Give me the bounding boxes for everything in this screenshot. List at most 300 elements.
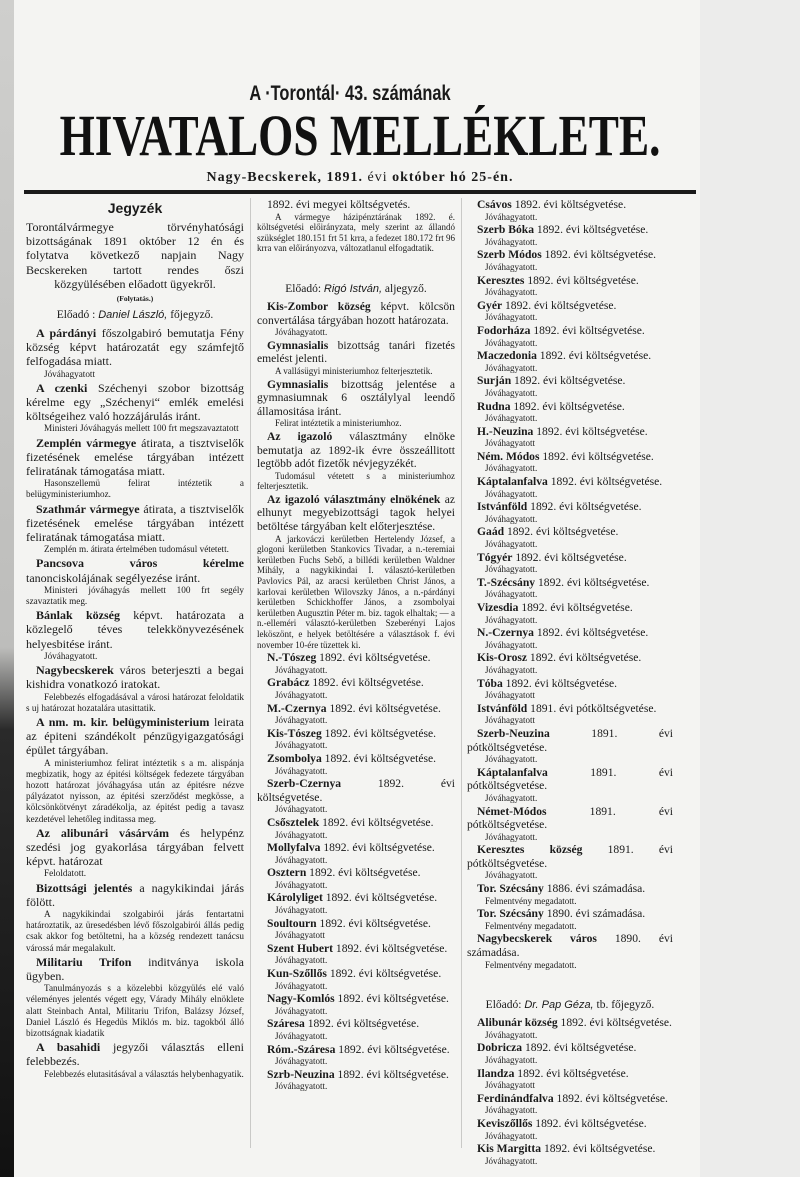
entry-lead: M.-Czernya [267, 701, 327, 715]
entry-subject [257, 727, 455, 741]
entry-resolution: Jóváhagyatott. [485, 831, 538, 842]
agenda-entry [467, 324, 673, 348]
entry-text: 1892. évi költségvetése. [535, 575, 650, 589]
entry-resolution: Jóváhagyatott. [485, 539, 538, 550]
entry-resolution: Tanulmányozás s a közelebbi közgyülés elé való véleményes jelentés végett egy, Várady Mihály elnöklete alatt Steinbach Antal, Militariu Trifon, Balázsy József, Daniel László és Hegedüs Miklós m. biz. tagokból álló bizottságnak kiadatik [26, 983, 244, 1038]
agenda-entry [467, 1067, 673, 1091]
entry-text: 1892. évi költségvetése. [511, 198, 627, 211]
entry-lead: Dobricza [477, 1041, 523, 1055]
entry-text: 1891. évi pótköltségvetése. [467, 804, 673, 832]
entry-lead: Militariu Trifon [36, 954, 132, 969]
entry-subject [467, 425, 673, 439]
entry-text: 1892. évi költségvetése. [511, 374, 626, 388]
section-intro: Torontálvármegye törvényhatósági bizottságának 1891 október 12 én és folytatva következő napjain Nagy Becskereken tartott rendes őszi közgyülésében előadott ügyekről. [26, 220, 244, 291]
agenda-entry [26, 1040, 244, 1080]
entry-resolution: Jóváhagyatott. [485, 564, 538, 575]
entry-lead: Bizottsági jelentés [36, 880, 133, 895]
entry-subject [467, 1016, 673, 1030]
agenda-entry [467, 400, 673, 424]
entry-text: bizottság jelentése a gymnasiumnak 6 osztálylyal leendő államositása iránt. [257, 377, 455, 418]
entry-lead: Gyér [477, 298, 503, 312]
entry-lead: Tóba [477, 676, 503, 690]
entry-lead: Kis-Tószeg [267, 726, 322, 740]
entry-lead: Károlyliget [267, 891, 323, 905]
entry-resolution: Jóváhagyatott. [275, 879, 328, 890]
entry-lead: A czenki [36, 380, 88, 395]
speaker-role: főjegyző. [167, 309, 214, 322]
entry-lead: Gymnasialis [267, 338, 329, 352]
entry-subject [467, 651, 673, 665]
entry-lead: Keresztes község [477, 843, 583, 857]
entry-lead: Szathmár vármegye [36, 501, 140, 516]
agenda-entry [467, 525, 673, 549]
entry-subject [257, 917, 455, 931]
entry-resolution: Jóváhagyatott. [485, 754, 538, 765]
entry-lead: Szent Hubert [267, 941, 334, 955]
entry-subject [467, 626, 673, 640]
entry-subject [257, 891, 455, 905]
entry-subject [467, 274, 673, 288]
agenda-entry [467, 1092, 673, 1116]
entry-resolution: Jóváhagyatott. [275, 689, 328, 700]
entry-text: tanonciskolájának segélyezése iránt. [26, 570, 201, 585]
entry-lead: Szrb-Neuzina [267, 1067, 335, 1081]
entry-text: az elhunyt megyebizottsági tagok helyei betöltése tárgyában kelt előterjesztése. [257, 492, 455, 534]
agenda-entry [26, 436, 244, 501]
entry-text: jegyzői választás elleni felebbezés. [26, 1040, 244, 1069]
entry-resolution: Jóváhagyatott [275, 930, 325, 941]
entry-subject [257, 339, 455, 366]
speaker-role: aljegyző. [382, 282, 427, 295]
entry-text: 1892. évi költségvetése. [518, 601, 633, 614]
entry-resolution: Jóváhagyatott. [485, 664, 538, 675]
entry-subject [467, 1142, 673, 1156]
entry-resolution: Jóváhagyatott. [485, 639, 538, 650]
entry-lead: A basahidi [36, 1040, 101, 1055]
entry-lead: Ném. Módos [477, 449, 540, 463]
entry-resolution: Jóváhagyatott [44, 368, 96, 379]
column-2 [257, 198, 455, 1177]
entry-text: 1892. évi költségvetése. [333, 941, 448, 955]
entry-resolution: Jóváhagyatott. [275, 1031, 328, 1041]
entry-subject [467, 601, 673, 615]
entry-resolution: Jóváhagyatott. [485, 362, 538, 373]
entry-subject [467, 450, 673, 464]
agenda-entry [257, 752, 455, 776]
entry-text: 1892. évi költségvetése. [257, 777, 455, 804]
speaker-role: tb. főjegyző. [593, 999, 655, 1012]
entry-text: 1892. évi költségvetése. [541, 1142, 656, 1156]
agenda-entry [467, 1016, 673, 1040]
column-rule [461, 198, 462, 1148]
entry-subject [26, 881, 244, 909]
entry-lead: Az igazoló [267, 429, 333, 443]
entry-lead: Német-Módos [477, 804, 547, 818]
entry-lead: Csősztelek [267, 815, 320, 829]
entry-text: 1892. évi költségvetése. [502, 298, 617, 312]
entry-lead: Kis-Orosz [477, 651, 528, 665]
entry-lead: Szerb Bóka [477, 223, 535, 237]
entry-lead: N.-Czernya [477, 626, 534, 640]
entry-text: 1892. évi költségvetése. [316, 651, 431, 665]
agenda-entry [26, 881, 244, 954]
entry-lead: Szerb Módos [477, 248, 542, 262]
continuation-label: (Folytatás.) [116, 294, 154, 304]
agenda-entry [257, 339, 455, 377]
entry-text: 1892. évi költségvetése. [539, 449, 654, 463]
agenda-entry [257, 891, 455, 915]
entry-resolution: Jóváhagyatott. [485, 792, 538, 803]
entry-subject [467, 324, 673, 338]
entry-resolution: Jóváhagyatott. [275, 1081, 328, 1092]
entry-subject [257, 378, 455, 419]
entry-subject [467, 843, 673, 870]
entry-lead: A nm. m. kir. belügyministerium [36, 714, 210, 729]
entry-lead: Zemplén vármegye [36, 435, 137, 450]
entry-subject [26, 556, 244, 584]
entry-text: 1886. évi számadása. [543, 882, 646, 896]
entry-resolution: Jóváhagyatott [485, 690, 535, 701]
entry-resolution: Jóváhagyatott. [485, 387, 538, 398]
entry-lead: Surján [477, 374, 512, 388]
spacer [257, 255, 455, 277]
agenda-entry [257, 378, 455, 429]
entry-text: 1892. évi költségvetése. [524, 273, 639, 287]
entry-text: 1892. évi költségvetése. [553, 1091, 668, 1105]
entry-subject [467, 766, 673, 793]
agenda-entry [257, 967, 455, 991]
entry-lead: Róm.-Száresa [267, 1042, 336, 1056]
entry-subject [467, 500, 673, 514]
entry-subject [257, 992, 455, 1006]
agenda-entry [467, 766, 673, 804]
entry-text: képvt. határozata a közlegelő téves telekkönyvezésének helyesbitése iránt. [26, 608, 245, 651]
entry-text: 1892. évi költségvetése. [502, 676, 618, 690]
entry-text: inditványa iskola ügyben. [26, 954, 244, 983]
entry-subject [257, 777, 455, 804]
entry-subject [257, 493, 455, 534]
entry-subject [26, 663, 244, 691]
dateline-evi: évi [362, 170, 393, 185]
entry-lead: Keviszőllős [477, 1116, 533, 1130]
entry-resolution: Jóváhagyatott. [485, 287, 538, 298]
entry-lead: Istvánföld [477, 701, 528, 715]
entry-text: 1892. évi költségvetése. [527, 651, 642, 665]
entry-text: 1892. évi költségvetése. [316, 916, 431, 930]
entry-lead: Istvánföld [477, 500, 528, 514]
agenda-entry [467, 551, 673, 575]
entry-subject [467, 576, 673, 590]
entry-text: 1892. évi költségvetése. [321, 726, 437, 740]
entry-text: és helypénz szedési jog gyakorlása tárgyában felvett képvt. határozat [26, 825, 244, 869]
entry-text: 1892. évi költségvetése. [326, 701, 441, 715]
agenda-entry [257, 1043, 455, 1067]
entry-text: 1892. évi költségvetése. [334, 992, 449, 1006]
entry-subject [467, 475, 673, 489]
agenda-entry [467, 702, 673, 726]
entry-resolution: Felebbezés elutasitásával a választás helybenhagyatik. [44, 1068, 244, 1079]
entry-subject [467, 805, 673, 832]
entry-resolution: A jarkováczi kerületben Hertelendy József, a glogoni kerületben Stankovics Tivadar, a n.-teremiai kerületben Fuchs Sebő, a billédi kerületben Waldner Mihály, a nagykikindai I. választó-kerületben Pavlovics Pál, az aracsi kerületben Christ János, a karlovai kerületben Wilovszky János, a n.-párdányi kerületben Schickhoffer János, a zsombolyai kerületben Augusztin Péter m. biz. tagok elhaltak; — a n.-elleméri választó-kerületben Szeberényi Lajos leköszönt, e helyek betöltésére a választások f. évi november 10-ére tüzettek ki. [257, 533, 455, 650]
entry-text: 1892. évi költségvetése. [533, 424, 648, 438]
agenda-entry [257, 992, 455, 1016]
speaker-label: Előadó : [56, 309, 99, 322]
speaker-name: Rigó István, [323, 282, 383, 295]
entry-text: 1892. évi költségvetése. [309, 676, 424, 690]
column-1 [26, 198, 244, 1177]
entry-text: 1891. évi pótköltségvetése. [467, 726, 673, 754]
agenda-entry [26, 955, 244, 1039]
entry-subject [257, 816, 455, 830]
entry-lead: H.-Neuzina [477, 424, 534, 438]
entry-text: 1892. évi költségvetése. [522, 1041, 637, 1055]
masthead-title: HIVATALOS MELLÉKLETE. [59, 103, 661, 168]
entry-resolution: Jóváhagyatott. [485, 870, 538, 881]
entry-resolution: Feloldatott. [44, 868, 87, 879]
entry-subject [467, 1041, 673, 1055]
entry-resolution: Felirat intéztetik a ministeriumhoz. [275, 418, 402, 429]
entry-lead: Rudna [477, 399, 511, 413]
dateline [0, 169, 720, 187]
entry-subject [257, 1017, 455, 1031]
entry-resolution: Ministeri jóváhagyás mellett 100 frt segély szavaztatik meg. [26, 584, 244, 607]
entry-resolution: Jóváhagyatott. [485, 1055, 538, 1065]
entry-lead: Káptalanfalva [477, 765, 548, 779]
entry-resolution: A vármegye házipénztárának 1892. é. költségvetési előirányzata, mely szerint az állandó szükséglet 180.151 frt 51 krra, a fedezet 180.172 frt 96 krra van előirányozva, változatlanul elfogadtatik. [257, 211, 455, 254]
entry-text: 1892. évi költségvetése. [530, 323, 645, 337]
agenda-entry [257, 651, 455, 675]
agenda-entry [467, 626, 673, 650]
dateline-place: Nagy-Becskerek, 1891. [206, 170, 363, 185]
entry-lead: Kis-Zombor község [267, 299, 371, 313]
entry-lead: Szerb-Neuzina [477, 726, 550, 740]
entry-lead: Grabácz [267, 676, 310, 690]
agenda-entry [26, 715, 244, 825]
entry-lead: Mollyfalva [267, 841, 321, 855]
column-rule [250, 198, 251, 1148]
entry-text: átirata, a tisztviselők fizetésének emelése tárgyában intézett feliratának támogatása miatt. [26, 501, 245, 545]
agenda-entry [467, 651, 673, 675]
entry-resolution: Jóváhagyatott. [485, 1029, 538, 1040]
entry-resolution: Jóváhagyatott. [485, 261, 538, 272]
entry-resolution: Jóváhagyatott. [275, 740, 328, 751]
entry-subject [257, 841, 455, 855]
entry-resolution: Jóváhagyatott. [275, 664, 328, 675]
entry-lead: Csávos [477, 198, 512, 211]
entry-subject [26, 826, 244, 869]
entry-resolution: Jóváhagyatott. [275, 765, 328, 776]
entry-text: 1892. évi költségvetése. [536, 349, 652, 363]
entry-text: átirata, a tisztviselők fizetésének emelése tárgyában intézett feliratának támogatása miatt. [26, 435, 245, 479]
entry-lead: Osztern [267, 866, 307, 880]
entry-text: bizottság tanári fizetés emelést jelenti. [257, 338, 455, 366]
section-title: Jegyzék [107, 200, 163, 216]
entry-lead: Ferdinándfalva [477, 1091, 554, 1105]
agenda-entry [26, 381, 244, 435]
entry-subject [467, 525, 673, 539]
entry-subject [467, 1117, 673, 1131]
entry-resolution: Jóváhagyatott. [275, 1005, 328, 1016]
entry-resolution: Felmentvény megadatott. [485, 895, 577, 906]
entry-text: 1892. évi költségvetése. [534, 223, 649, 237]
entry-subject [26, 436, 244, 479]
entry-resolution: Jóváhagyatott. [275, 715, 328, 726]
entry-text: 1892. évi költségvetése. [306, 866, 421, 880]
entry-lead: Szerb-Czernya [267, 777, 342, 791]
entry-subject [467, 702, 673, 716]
entry-lead: Fodorháza [477, 323, 531, 337]
agenda-entry [467, 475, 673, 499]
entry-resolution: Jóváhagyatott. [275, 804, 328, 815]
agenda-entry [467, 450, 673, 474]
entry-resolution: Hasonszellemü felirat intéztetik a belügyministeriumhoz. [26, 478, 244, 500]
entry-resolution: Jóváhagyatott. [485, 1105, 538, 1116]
entry-subject [26, 326, 244, 369]
agenda-entry [26, 826, 244, 880]
entry-text: 1892. évi költségvetése. [533, 626, 649, 640]
entry-subject [467, 1067, 673, 1081]
entry-lead: Nagybecskerek város [477, 932, 597, 946]
entry-lead: Pancsova város kérelme [36, 556, 244, 571]
entry-subject [467, 907, 673, 921]
supertitle: A ·Torontál· 43. számának [249, 82, 451, 105]
entry-subject [467, 1092, 673, 1106]
entry-resolution: Zemplén m. átirata értelmében tudomásul vétetett. [44, 544, 229, 555]
agenda-entry [467, 374, 673, 398]
agenda-entry [467, 907, 673, 931]
entry-text: 1892. évi költségvetése. [321, 751, 437, 765]
entry-lead: Az alibunári vásárvám [36, 825, 170, 840]
entry-resolution: Jóváhagyatott. [485, 236, 538, 247]
entry-resolution: Jóváhagyatott. [44, 650, 98, 661]
entry-text: Széchenyi szobor bizottság kérelme egy „Széchenyi“ emlék emelési költségeihez való hozzájárulás iránt. [26, 380, 244, 424]
entry-resolution: Felmentvény megadatott. [485, 920, 577, 931]
column-3 [467, 198, 673, 1177]
speaker-label: Előadó: [485, 999, 525, 1012]
entry-text: főszolgabiró bemutatja Fény község képvt határozatát egy számfejtő felfogadása miatt. [26, 326, 245, 369]
speaker-line [257, 283, 455, 295]
agenda-entry [257, 300, 455, 338]
entry-text: 1892. évi költségvetése. [527, 500, 642, 514]
entry-lead: Tor. Szécsány [477, 907, 544, 921]
entry-resolution: Felebbezés elfogadásával a városi határozat feloldatik s uj határozat hozatalára utasittatik. [26, 691, 244, 713]
entry-resolution: Jóváhagyatott. [485, 413, 538, 424]
entry-resolution: Jóváhagyatott. [275, 980, 328, 991]
entry-lead: Tógyér [477, 550, 513, 564]
entry-resolution: Jóváhagyatott. [275, 854, 328, 865]
entry-text: 1890. évi számadása. [467, 932, 673, 960]
entry-text: leirata az épiteni szándékolt pénzügyigazgatósági épület tárgyában. [26, 714, 244, 758]
agenda-entry [257, 676, 455, 700]
agenda-entry [467, 882, 673, 906]
entry-subject [467, 727, 673, 754]
entry-text: 1892. évi költségvetése. [532, 1116, 647, 1130]
entry-resolution: Jóváhagyatott. [275, 955, 328, 966]
entry-lead: Száresa [267, 1017, 305, 1031]
entry-text: 1892. évi költségvetése. [304, 1017, 420, 1031]
entry-subject [257, 198, 455, 212]
agenda-entry [257, 702, 455, 726]
entry-resolution: Jóváhagyatott. [275, 829, 328, 840]
entry-lead: Vizesdia [477, 601, 519, 614]
speaker-line [467, 999, 673, 1011]
entry-lead: Kis Margitta [477, 1142, 542, 1156]
entry-text: 1892. évi költségvetése. [514, 1066, 629, 1080]
entry-subject [257, 651, 455, 665]
entry-subject [26, 715, 244, 758]
entry-subject [257, 967, 455, 981]
entry-text: 1892. évi költségvetése. [319, 815, 434, 829]
entry-text: 1891. évi pótköltségvetése. [527, 701, 657, 715]
agenda-entry [257, 1068, 455, 1092]
entry-lead: Nagy-Komlós [267, 992, 335, 1006]
entry-subject [467, 374, 673, 388]
entry-text: 1892. évi megyei költségvetés. [267, 198, 411, 211]
entry-text: 1892. évi költségvetése. [547, 475, 663, 489]
speaker-name: Dr. Pap Géza, [524, 999, 594, 1012]
entry-resolution: Jóváhagyatott. [485, 614, 538, 625]
agenda-entry [467, 500, 673, 524]
entry-resolution: Jóváhagyatott. [275, 905, 328, 916]
entry-subject [257, 1043, 455, 1057]
entry-resolution: Jóváhagyatott. [485, 1155, 538, 1166]
entry-text: 1891. évi pótköltségvetése. [467, 765, 673, 793]
speaker-name: Daniel László, [98, 309, 168, 322]
entry-resolution: Jóváhagyatott. [485, 589, 538, 600]
agenda-entry [467, 1041, 673, 1065]
entry-subject [467, 551, 673, 565]
entry-resolution: Felmentvény megadatott. [485, 959, 577, 970]
agenda-entry [257, 493, 455, 650]
entry-subject [467, 677, 673, 691]
entry-resolution: A ministeriumhoz felirat intéztetik s a m. alispánja megbizatik, hogy az épitési költségek fedezete tárgyában hozott határozat jóváhagyása után az épitésre nézve pályázatot nyisson, az épitési szerződést megkösse, a kölcsönkötvényt záradékolja, az épitést pedig a tavasz kezdetével lehetőleg inditassa meg. [26, 757, 244, 824]
entry-resolution: Jóváhagyatott. [485, 1130, 538, 1141]
agenda-entry [467, 805, 673, 843]
agenda-entry [467, 601, 673, 625]
entry-subject [257, 702, 455, 716]
entry-subject [26, 1040, 244, 1068]
entry-resolution: Jóváhagyatott. [485, 312, 538, 323]
agenda-entry [467, 274, 673, 298]
entry-subject [467, 299, 673, 313]
entry-resolution: Jóváhagyatott. [485, 463, 538, 474]
entry-resolution: Tudomásul vétetett s a ministeriumhoz felterjesztetik. [257, 470, 455, 492]
entry-subject [467, 248, 673, 262]
agenda-entry [467, 248, 673, 272]
entry-resolution: Jóváhagyatott. [485, 211, 538, 222]
entry-text: 1892. évi költségvetése. [335, 1042, 450, 1056]
entry-text: 1892. évi költségvetése. [322, 891, 438, 905]
entry-subject [26, 608, 244, 651]
entry-subject [467, 882, 673, 896]
entry-lead: Káptalanfalva [477, 475, 548, 489]
speaker-line [26, 309, 244, 321]
entry-text: 1892. évi költségvetése. [541, 248, 657, 262]
agenda-entry [467, 843, 673, 881]
entry-resolution: Jóváhagyatott. [485, 488, 538, 499]
entry-subject [257, 866, 455, 880]
entry-subject [257, 300, 455, 327]
entry-text: 1892. évi költségvetése. [334, 1067, 449, 1081]
entry-lead: A párdányi [36, 326, 97, 341]
entry-text: a nagykikindai járás fölött. [26, 880, 244, 909]
entry-resolution: Jóváhagyatott [485, 438, 535, 449]
entry-subject [467, 223, 673, 237]
entry-subject [257, 1068, 455, 1082]
entry-text: 1892. évi költségvetése. [326, 967, 442, 981]
agenda-entry [26, 326, 244, 380]
agenda-entry [467, 932, 673, 970]
